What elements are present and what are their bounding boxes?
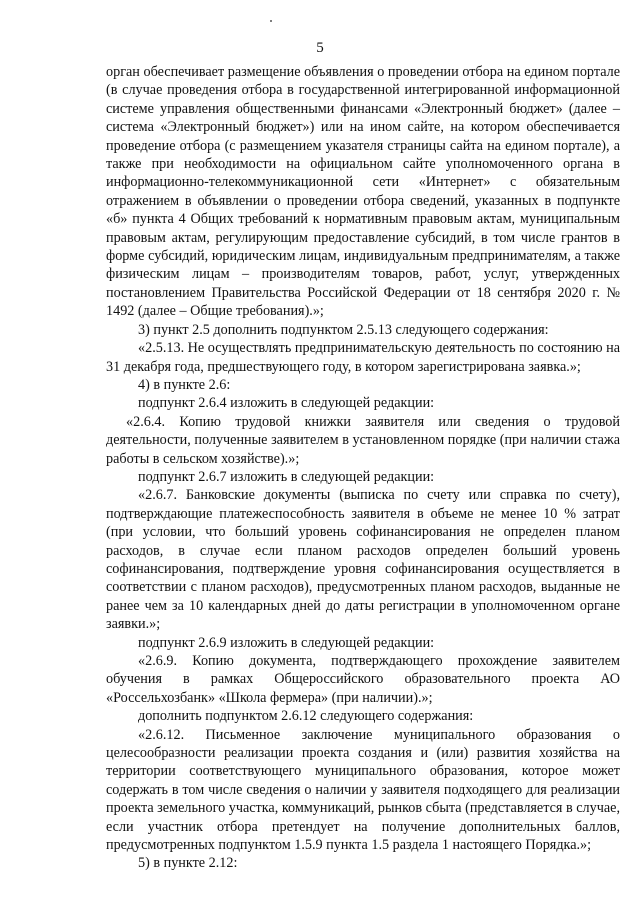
paragraph-subitem-2-6-12: дополнить подпунктом 2.6.12 следующего содержания: — [138, 708, 474, 725]
paragraph-quote-2-6-4: «2.6.4. Копию трудовой книжки заявителя или сведения о трудовой деятельности, полученные заявителем в установленном порядке (при наличии стажа работы в сельском хозяйстве).»; — [106, 413, 620, 467]
paragraph-continuation: орган обеспечивает размещение объявления о проведении отбора на едином портале (в случае проведения отбора в государственной интегрированной информационной системе управления общественными финансами «Электронный бюджет» (далее – система «Электронный бюджет») или на ином сайте, на котором обеспечивается проведение отбора (с размещением указателя страницы сайта на едином портале), а также при необходимости на официальном сайте уполномоченного органа в информационно-телекоммуникационной сети «Интернет» с обязательным отражением в объявлении о проведении отбора сведений, указанных в подпункте «б» пункта 4 Общих требований к нормативным правовым актам, муниципальным правовым актам, регулирующим предоставление субсидий, в том числе грантов в форме субсидий, юридическим лицам, индивидуальным предпринимателям, а также физическим лицам – производителям товаров, работ, услуг, утвержденных постановлением Правительства Российской Федерации от 18 сентября 2020 г. № 1492 (далее – Общие требования).»; — [106, 64, 620, 320]
paragraph-item-3: 3) пункт 2.5 дополнить подпунктом 2.5.13 следующего содержания: — [138, 321, 549, 338]
paragraph-quote-2-6-9: «2.6.9. Копию документа, подтверждающего прохождение заявителем обучения в рамках Общероссийского образовательного проекта АО «Россельхозбанк» «Школа фермера» (при наличии).»; — [106, 653, 620, 706]
paragraph-quote-2-6-7: «2.6.7. Банковские документы (выписка по счету или справка по счету), подтверждающие платежеспособность заявителя в объеме не менее 10 % затрат (при условии, что больший уровень софинансирования не определен планом расходов, в случае если планом расходов определен больший уровень софинансирования, подтверждение уровня софинансирования осуществляется в соответствии с планом расходов), предусмотренных планом расходов, выданные не ранее чем за 10 календарных дней до даты регистрации в уполномоченном органе заявки.»; — [106, 487, 620, 633]
paragraph-item-4: 4) в пункте 2.6: — [138, 376, 231, 393]
paragraph-subitem-2-6-9: подпункт 2.6.9 изложить в следующей редакции: — [138, 634, 435, 651]
paragraph-item-5: 5) в пункте 2.12: — [138, 855, 238, 872]
paragraph-quote-2-5-13: «2.5.13. Не осуществлять предпринимательскую деятельность по состоянию на 31 декабря года, предшествующего году, в котором зарегистрирована заявка.»; — [106, 340, 620, 375]
scan-speck — [270, 20, 272, 22]
paragraph-subitem-2-6-7: подпункт 2.6.7 изложить в следующей редакции: — [138, 468, 435, 485]
page-number: 5 — [316, 40, 324, 56]
paragraph-subitem-2-6-4: подпункт 2.6.4 изложить в следующей редакции: — [138, 395, 435, 412]
document-body — [106, 63, 620, 873]
paragraph-quote-2-6-12: «2.6.12. Письменное заключение муниципального образования о целесообразности реализации проекта создания и (или) развития хозяйства на территории соответствующего муниципального образования, которое может содержать в том числе сведения о наличии у заявителя подходящего для реализации проекта земельного участка, коммуникаций, рынков сбыта (представляется в случае, если участник отбора претендует на получение дополнительных баллов, предусмотренных подпунктом 1.5.9 пункта 1.5 раздела 1 настоящего Порядка.»; — [106, 726, 620, 854]
